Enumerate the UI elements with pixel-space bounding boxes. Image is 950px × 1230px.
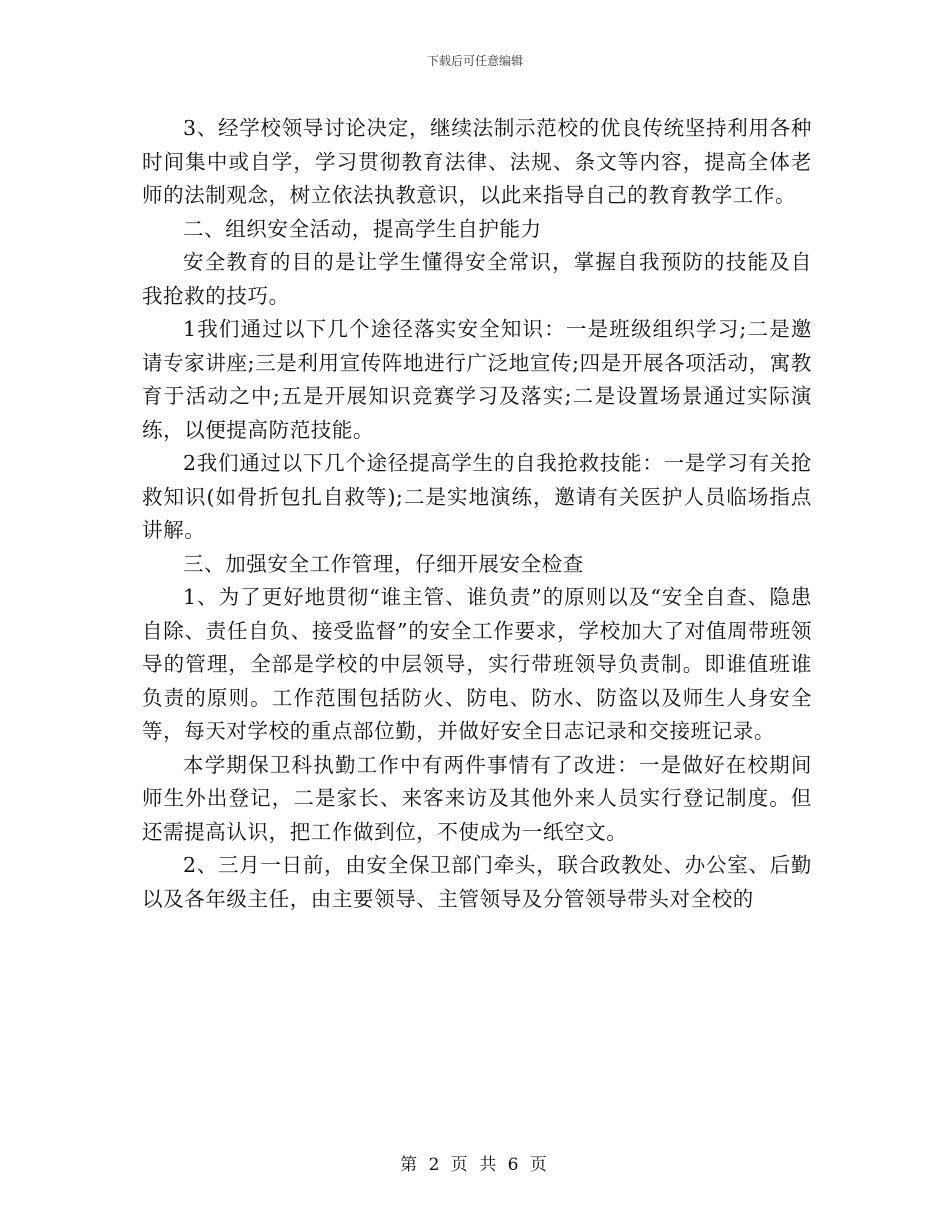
paragraph-march-inspection: 2、三月一日前，由安全保卫部门牵头，联合政教处、办公室、后勤以及各年级主任，由主要领导、主管领导及分管领导带头对全校的 [142, 853, 812, 911]
page-header-note: 下载后可任意编辑 [426, 54, 523, 68]
document-body [142, 112, 812, 916]
page-number: 第 2 页 共 6 页 [400, 1155, 550, 1175]
paragraph-duty-leadership: 1、为了更好地贯彻“谁主管、谁负责”的原则以及“安全自查、隐患自除、责任自负、接受监督”的安全工作要求，学校加大了对值周带班领导的管理，全部是学校的中层领导，实行带班领导负责制。即谁值班谁负责的原则。工作范围包括防火、防电、防水、防盗以及师生人身安全等，每天对学校的重点部位勤，并做好安全日志记录和交接班记录。 [142, 585, 812, 743]
paragraph-safety-education-purpose: 安全教育的目的是让学生懂得安全常识，掌握自我预防的技能及自我抢救的技巧。 [142, 250, 812, 308]
paragraph-knowledge-channels: 1我们通过以下几个途径落实安全知识：一是班级组织学习;二是邀请专家讲座;三是利用宣传阵地进行广泛地宣传;四是开展各项活动，寓教育于活动之中;五是开展知识竞赛学习及落实;二是设置场景通过实际演练，以便提高防范技能。 [142, 317, 812, 442]
paragraph-security-improvements: 本学期保卫科执勤工作中有两件事情有了改进：一是做好在校期间师生外出登记，二是家长、来客来访及其他外来人员实行登记制度。但还需提高认识，把工作做到位，不使成为一纸空文。 [142, 752, 812, 844]
paragraph-self-rescue-skills: 2我们通过以下几个途径提高学生的自我抢救技能：一是学习有关抢救知识(如骨折包扎自救等);二是实地演练，邀请有关医护人员临场指点讲解。 [142, 451, 812, 542]
section-heading-safety-management: 三、加强安全工作管理，仔细开展安全检查 [183, 551, 584, 576]
section-heading-safety-activities: 二、组织安全活动，提高学生自护能力 [183, 216, 542, 241]
paragraph-legal-study: 3、经学校领导讨论决定，继续法制示范校的优良传统坚持利用各种时间集中或自学，学习贯彻教育法律、法规、条文等内容，提高全体老师的法制观念，树立依法执教意识，以此来指导自己的教育教学工作。 [142, 116, 812, 207]
